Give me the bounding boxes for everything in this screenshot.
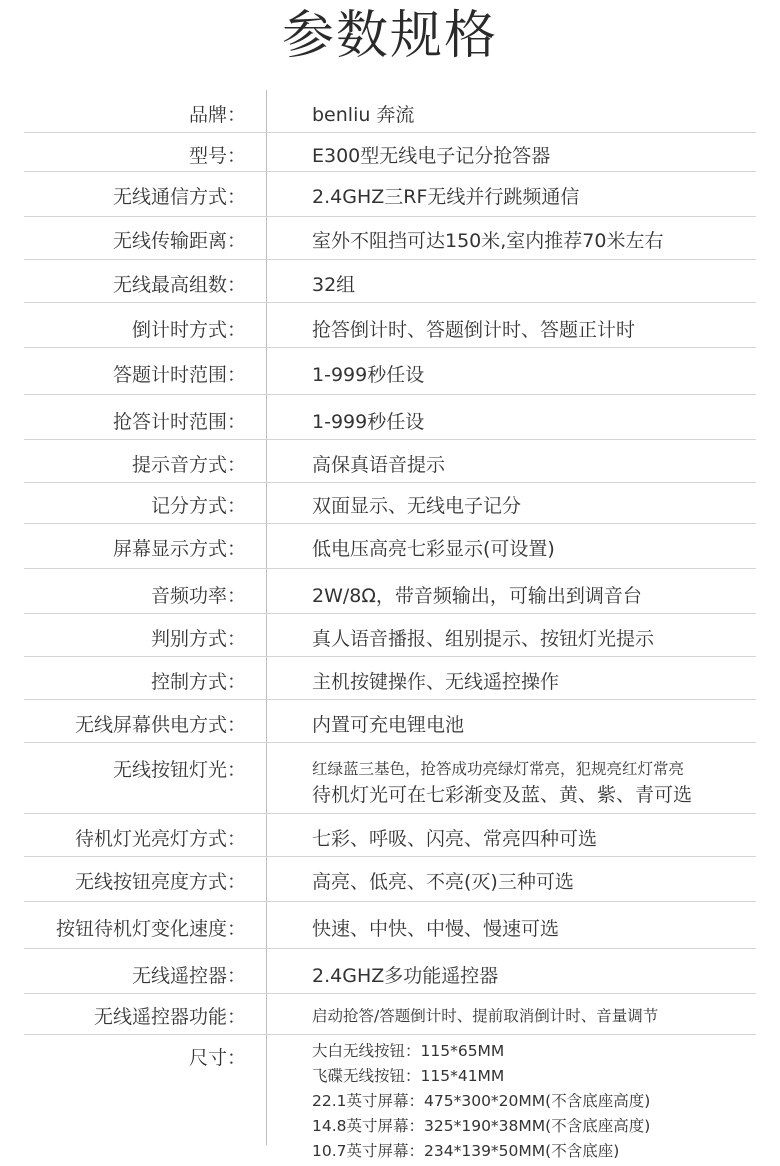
spec-value-line: 1-999秒任设: [312, 364, 425, 386]
spec-value: [312, 961, 498, 988]
spec-value: [312, 491, 521, 518]
spec-value-line: 室外不阻挡可达150米,室内推荐70米左右: [312, 230, 664, 252]
spec-value-line: 红绿蓝三基色，抢答成功亮绿灯常亮，犯规亮红灯常亮: [312, 760, 685, 778]
spec-row: [24, 440, 756, 483]
spec-value-line: 内置可充电锂电池: [312, 714, 465, 736]
spec-label: 判别方式：: [150, 628, 246, 650]
spec-value-line: 双面显示、无线电子记分: [312, 495, 522, 517]
spec-label: 音频功率：: [150, 585, 246, 607]
spec-value: [312, 141, 550, 168]
spec-row: [24, 303, 756, 348]
spec-row: [24, 814, 756, 857]
spec-row: [24, 395, 756, 440]
spec-value-line: 高保真语音提示: [312, 454, 446, 476]
spec-label: 型号：: [188, 145, 246, 167]
spec-label: 无线传输距离：: [112, 230, 246, 252]
spec-row: [24, 994, 756, 1035]
spec-value-line: 飞碟无线按钮：115*41MM: [312, 1067, 505, 1085]
spec-label: 控制方式：: [150, 671, 246, 693]
spec-row: [24, 657, 756, 700]
spec-label: 按钮待机灯变化速度：: [55, 918, 246, 940]
spec-value: [312, 667, 559, 694]
spec-row: [24, 1035, 756, 1165]
spec-row: [24, 260, 756, 303]
spec-value: [312, 450, 445, 477]
spec-table: [0, 90, 780, 1165]
spec-value-line: 2W/8Ω，带音频输出，可输出到调音台: [312, 585, 642, 607]
spec-label: 待机灯光亮灯方式：: [74, 828, 246, 850]
spec-row: [24, 483, 756, 524]
spec-row: [24, 524, 756, 569]
spec-value-line: 14.8英寸屏幕：325*190*38MM(不含底座高度): [312, 1117, 651, 1135]
spec-value-line: 低电压高亮七彩显示(可设置): [312, 538, 555, 560]
spec-row: [24, 90, 756, 133]
spec-value-line: 真人语音播报、组别提示、按钮灯光提示: [312, 628, 655, 650]
spec-value: [312, 1039, 650, 1164]
spec-value-line: 2.4GHZ三RF无线并行跳频通信: [312, 186, 580, 208]
spec-label: 提示音方式：: [131, 454, 246, 476]
spec-value: [312, 1004, 658, 1026]
spec-row: [24, 348, 756, 395]
spec-label: 倒计时方式：: [131, 319, 246, 341]
spec-label: 记分方式：: [150, 495, 246, 517]
spec-value-line: 待机灯光可在七彩渐变及蓝、黄、紫、青可选: [312, 784, 693, 806]
spec-value: [312, 757, 692, 809]
spec-row: [24, 614, 756, 657]
spec-value: [312, 824, 597, 851]
spec-value: [312, 270, 355, 297]
spec-label: 无线按钮灯光：: [112, 759, 246, 781]
spec-value: [312, 867, 574, 894]
spec-value: [312, 100, 414, 127]
spec-label: 无线屏幕供电方式：: [74, 714, 246, 736]
spec-value-line: benliu 奔流: [312, 104, 415, 126]
spec-value-line: 32组: [312, 274, 356, 296]
spec-value: [312, 226, 663, 253]
spec-label: 答题计时范围：: [112, 364, 246, 386]
spec-label: 无线最高组数：: [112, 274, 246, 296]
spec-value: [312, 710, 464, 737]
spec-label: 尺寸：: [188, 1047, 246, 1069]
spec-value-line: 快速、中快、中慢、慢速可选: [312, 918, 560, 940]
spec-value-line: 启动抢答/答题倒计时、提前取消倒计时、音量调节: [312, 1007, 659, 1025]
spec-label: 无线通信方式：: [112, 186, 246, 208]
spec-value: [312, 914, 559, 941]
spec-row: [24, 700, 756, 743]
spec-row: [24, 743, 756, 814]
spec-value-line: 高亮、低亮、不亮(灭)三种可选: [312, 871, 574, 893]
spec-label: 无线遥控器功能：: [93, 1006, 246, 1028]
spec-value-line: 22.1英寸屏幕：475*300*20MM(不含底座高度): [312, 1092, 651, 1110]
page-title: 参数规格: [281, 6, 498, 66]
spec-row: [24, 949, 756, 994]
spec-value: [312, 407, 424, 434]
spec-label: 无线按钮亮度方式：: [74, 871, 246, 893]
spec-row: [24, 172, 756, 217]
spec-row: [24, 857, 756, 902]
spec-value-line: 大白无线按钮：115*65MM: [312, 1042, 505, 1060]
spec-value: [312, 581, 642, 608]
spec-value-line: 七彩、呼吸、闪亮、常亮四种可选: [312, 828, 598, 850]
spec-value: [312, 534, 555, 561]
spec-label: 屏幕显示方式：: [112, 538, 246, 560]
spec-value-line: 10.7英寸屏幕：234*139*50MM(不含底座): [312, 1142, 620, 1160]
spec-label: 无线遥控器：: [131, 965, 246, 987]
spec-value: [312, 182, 579, 209]
spec-row: [24, 133, 756, 172]
spec-value-line: 2.4GHZ多功能遥控器: [312, 965, 499, 987]
spec-value-line: E300型无线电子记分抢答器: [312, 145, 551, 167]
spec-label: 抢答计时范围：: [112, 411, 246, 433]
spec-row: [24, 217, 756, 260]
spec-row: [24, 902, 756, 949]
spec-value-line: 主机按键操作、无线遥控操作: [312, 671, 560, 693]
spec-value-line: 1-999秒任设: [312, 411, 425, 433]
spec-value: [312, 360, 424, 387]
spec-row: [24, 569, 756, 614]
spec-value-line: 抢答倒计时、答题倒计时、答题正计时: [312, 319, 636, 341]
spec-label: 品牌：: [188, 104, 246, 126]
spec-value: [312, 624, 654, 651]
spec-value: [312, 315, 635, 342]
